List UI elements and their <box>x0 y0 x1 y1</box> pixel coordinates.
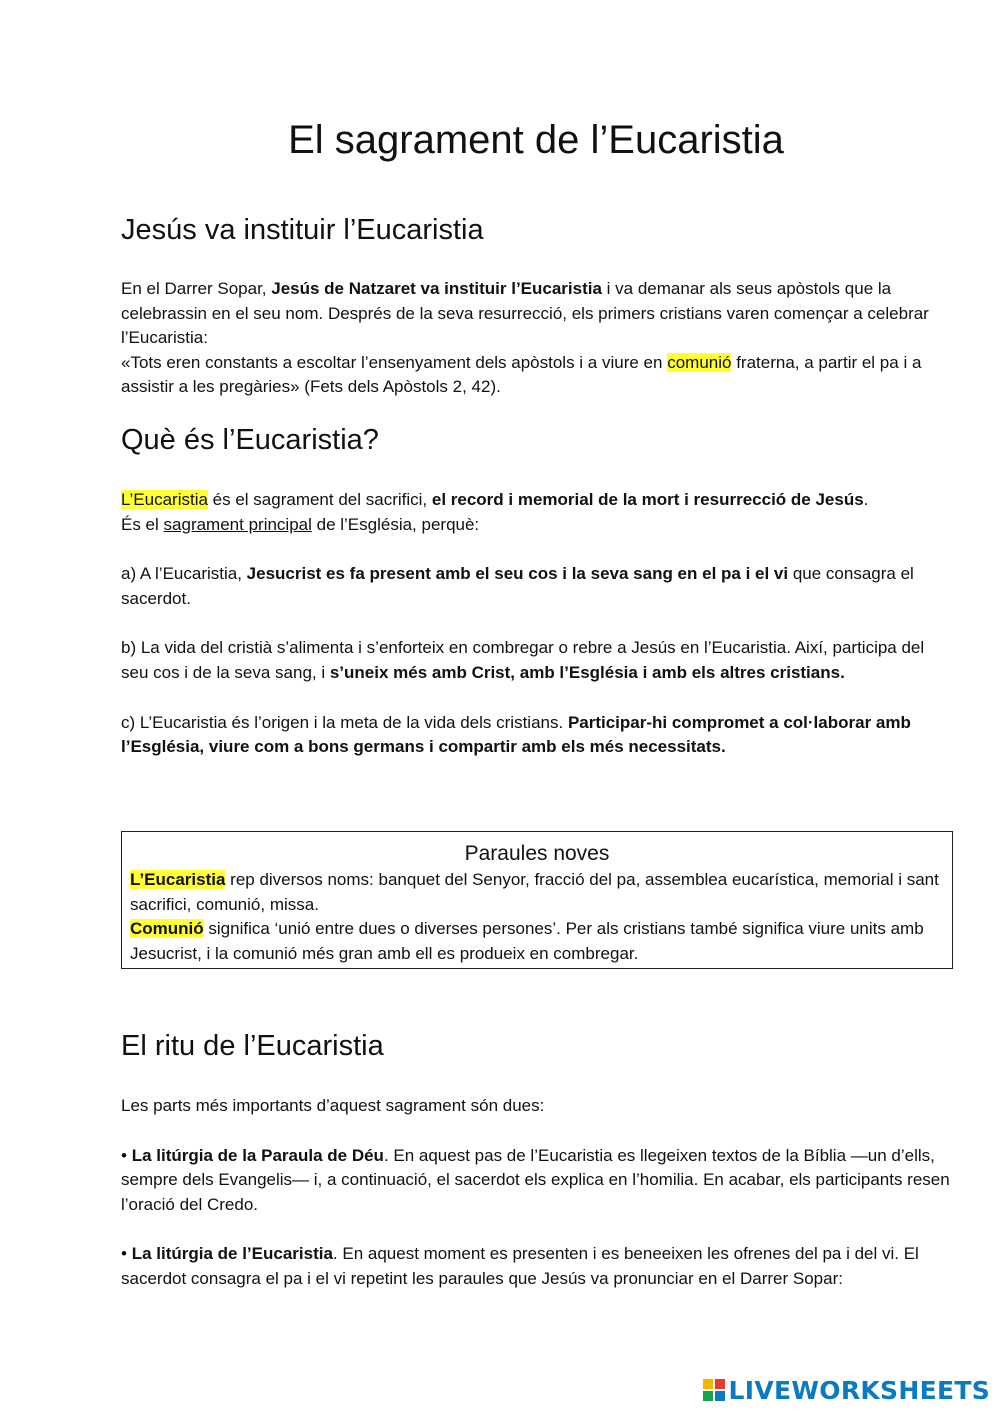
box-title: Paraules noves <box>464 842 610 865</box>
section-rite-body <box>121 1094 956 1292</box>
text: de l’Església, perquè: <box>311 514 480 534</box>
bold-text: el record i memorial de la mort i resurrecció de Jesús <box>431 490 864 509</box>
highlighted-term: L’Eucaristia <box>130 870 226 889</box>
text: i va demanar als seus apòstols que la celebrassin en el seu nom. Després de la seva resurrecció, els primers cristians varen començar a celebrar l’Eucaristia: <box>121 279 929 348</box>
bullet-item <box>121 1242 956 1291</box>
text: és el sagrament del sacrifici, <box>207 490 432 509</box>
definition-comunio <box>130 917 944 966</box>
section-institution-body <box>121 277 956 400</box>
bullet-item <box>121 1144 956 1218</box>
definition-eucaristia <box>130 868 944 917</box>
liveworksheets-logo[interactable] <box>703 1373 990 1407</box>
text: . <box>863 490 869 509</box>
text: rep diversos noms: banquet del Senyor, fracció del pa, assemblea eucarística, memorial i sant sacrifici, comunió, missa. <box>130 870 939 914</box>
bold-text: Jesús de Natzaret va instituir l’Eucaristia <box>271 279 602 298</box>
text: En el Darrer Sopar, <box>121 279 272 298</box>
underlined-text: sagrament principal <box>163 514 312 534</box>
bold-text: La litúrgia de la Paraula de Déu <box>131 1145 384 1165</box>
section-heading-definition: Què és l’Eucaristia? <box>121 424 379 456</box>
list-item-b <box>121 636 956 685</box>
text: . En aquest pas de l’Eucaristia es llegeixen textos de la Bíblia —un d’ells, sempre dels Evangelis— i, a continuació, el sacerdot els explica en l’homilia. En acabar, els participants resen l’oració del Credo. <box>121 1145 950 1214</box>
bold-text: Jesucrist es fa present amb el seu cos i la seva sang en el pa i el vi <box>246 564 789 584</box>
paragraph <box>121 277 956 351</box>
paragraph <box>121 513 956 538</box>
text: a) A l’Eucaristia, <box>121 564 247 584</box>
liveworksheets-logo-icon <box>703 1379 725 1401</box>
page-title: El sagrament de l’Eucaristia <box>288 118 784 162</box>
text: significa ‘unió entre dues o diverses persones’. Per als cristians també significa viure units amb Jesucrist, i la comunió més gran amb ell es produeix en combregar. <box>130 919 924 963</box>
text: b) La vida del cristià s’alimenta i s’enforteix en combregar o rebre a Jesús en l’Eucaristia. Així, participa del seu cos i de la seva sang, i <box>121 638 925 682</box>
bullet: • <box>121 1145 132 1165</box>
text: És el <box>121 514 164 534</box>
highlighted-word: L’Eucaristia <box>121 490 208 509</box>
list-item-a <box>121 562 956 611</box>
paragraph <box>121 488 956 513</box>
text: . En aquest moment es presenten i es beneeixen les ofrenes del pa i del vi. El sacerdot consagra el pa i el vi repetint les paraules que Jesús va pronunciar en el Darrer Sopar: <box>121 1244 919 1288</box>
highlighted-word: comunió <box>667 352 732 372</box>
paragraph: Les parts més importants d’aquest sagrament són dues: <box>121 1096 545 1115</box>
bold-text: La litúrgia de l’Eucaristia <box>131 1244 333 1264</box>
text: c) L’Eucaristia és l’origen i la meta de la vida dels cristians. <box>121 712 568 732</box>
logo-text: LIVEWORKSHEETS <box>728 1375 990 1405</box>
section-heading-institution: Jesús va instituir l’Eucaristia <box>121 214 484 246</box>
logo-square <box>715 1379 725 1389</box>
text: fraterna, a partir el pa i a assistir a les pregàries» (Fets dels Apòstols 2, 42). <box>121 352 922 397</box>
text: «Tots eren constants a escoltar l’ensenyament dels apòstols i a viure en <box>121 352 668 372</box>
new-words-box <box>121 831 953 969</box>
bold-text: s’uneix més amb Crist, amb l’Església i amb els altres cristians. <box>329 662 845 682</box>
text: que consagra el sacerdot. <box>121 564 914 608</box>
bold-text: Participar-hi compromet a col·laborar amb l’Església, viure com a bons germans i compartir amb els més necessitats. <box>121 712 911 757</box>
section-heading-rite: El ritu de l’Eucaristia <box>121 1030 384 1062</box>
logo-square <box>715 1391 725 1401</box>
bullet: • <box>121 1244 132 1264</box>
quote-paragraph <box>121 351 956 400</box>
logo-square <box>703 1379 713 1389</box>
logo-square <box>703 1391 713 1401</box>
list-item-c <box>121 711 956 760</box>
highlighted-term: Comunió <box>130 919 204 939</box>
section-definition-body <box>121 488 956 760</box>
